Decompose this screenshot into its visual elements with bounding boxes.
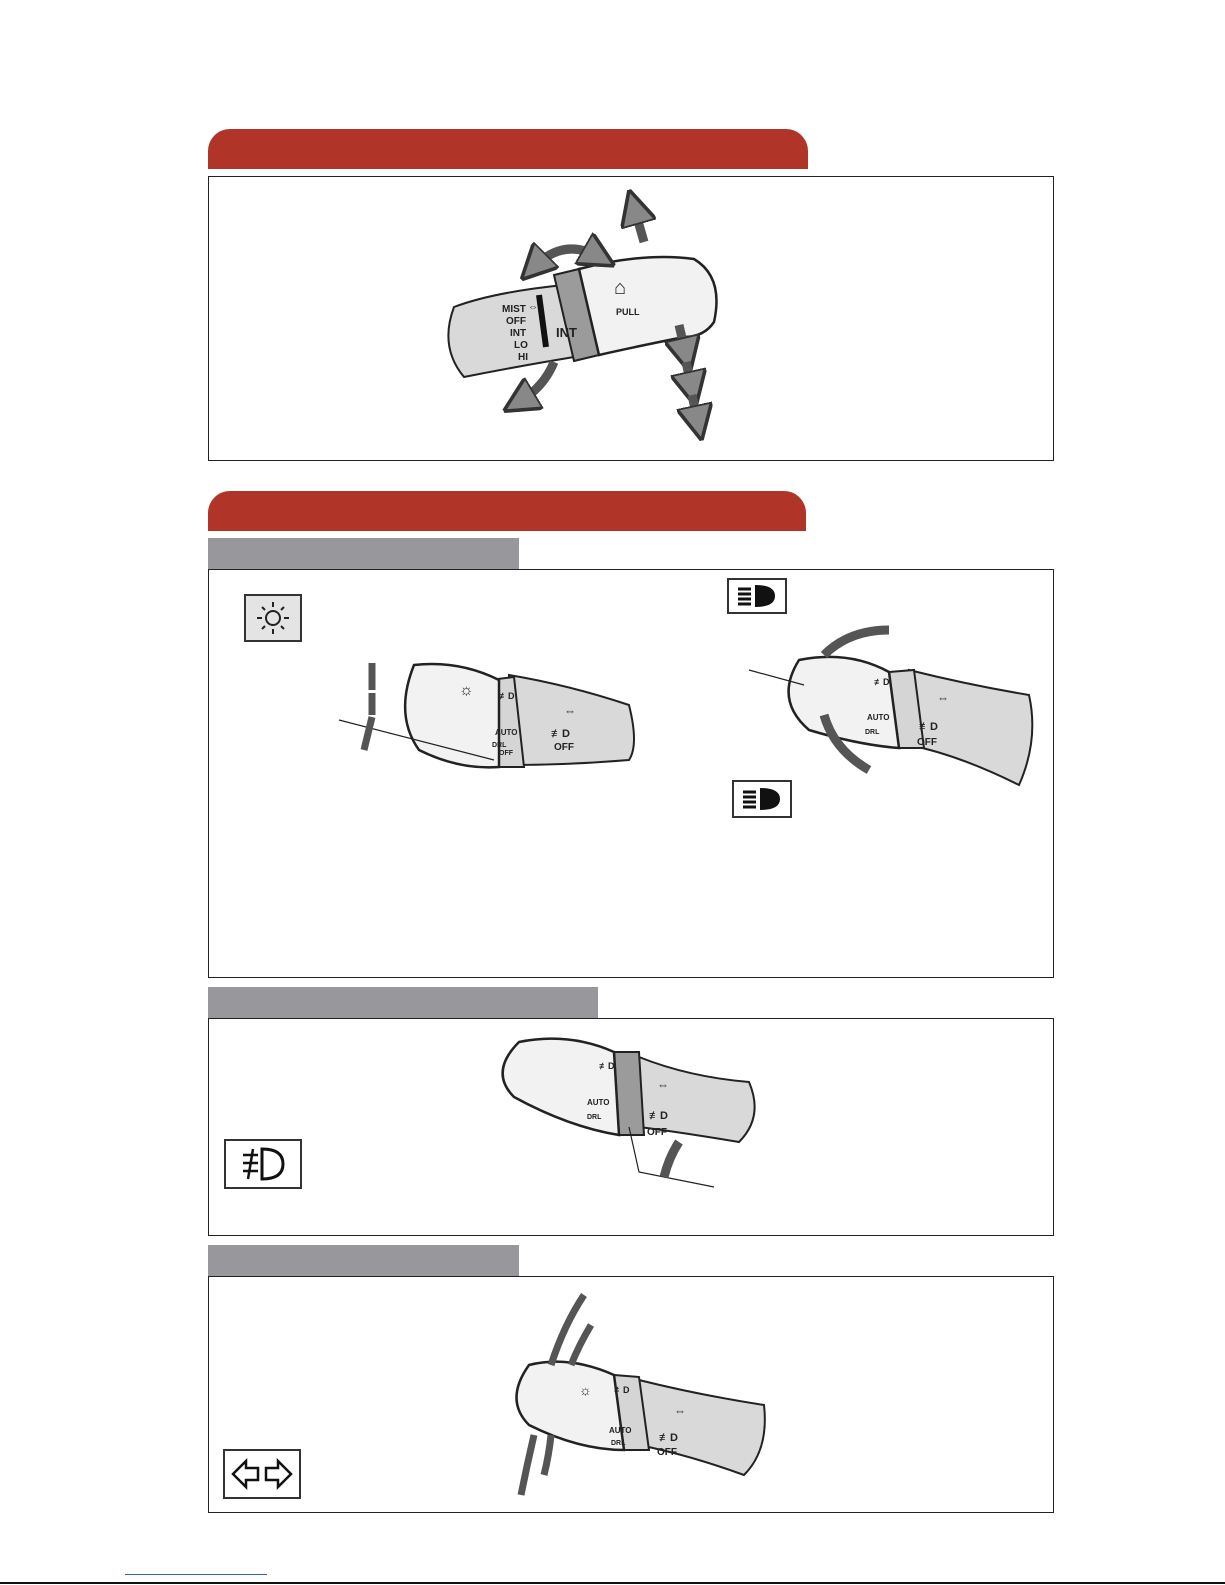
- footer-rule: [0, 1582, 1225, 1584]
- fog-lever-fog-sym-2: ≢D: [649, 1110, 668, 1122]
- fog-lights-sub-header-bar: [208, 987, 598, 1018]
- hb-fog-sym-2: ≢D: [919, 721, 938, 733]
- turn-signals-sub-header-bar: [208, 1245, 519, 1276]
- headlight-lever-illustration: [339, 655, 639, 795]
- turn-off-label: OFF: [657, 1447, 677, 1458]
- down-arrow-2-icon: [686, 362, 692, 389]
- high-beam-icon: [729, 580, 785, 612]
- headlight-fog-sym-2: ≢D: [551, 728, 570, 740]
- headlights-panel: [208, 569, 1054, 978]
- wiper-pos-off: OFF: [506, 316, 526, 327]
- wiper-pos-lo: LO: [514, 340, 528, 351]
- turn-lever-turn-sym: ⇔: [674, 1404, 686, 1418]
- lights-section-header-bar: [208, 491, 806, 531]
- hb-auto-label: AUTO: [867, 713, 890, 722]
- fog-lever-fog-symbol: ≢D: [599, 1061, 615, 1071]
- headlight-drl-label: DRL: [492, 742, 507, 749]
- turn-lever-sun-symbol: ☼: [579, 1382, 592, 1398]
- headlight-rotate-arrows-icon: [364, 663, 372, 750]
- wiper-pos-mist: MIST: [502, 304, 526, 315]
- turn-signal-icon: [225, 1451, 299, 1497]
- hb-off-label: OFF: [917, 737, 937, 748]
- wiper-pull-label: PULL: [616, 307, 640, 317]
- hb-drl-label: DRL: [865, 729, 880, 736]
- lever-fog-symbol: ≢D: [499, 691, 515, 701]
- wiper-int-ring-label: INT: [556, 325, 577, 340]
- lever-sun-symbol: ☼: [459, 682, 474, 699]
- fog-light-icon: [226, 1141, 300, 1187]
- wiper-panel: [208, 176, 1054, 461]
- hb-fog-symbol: ≢D: [874, 677, 890, 687]
- up-arrow-icon: [634, 207, 644, 242]
- fog-lights-panel: [208, 1018, 1054, 1236]
- wiper-section-header-bar: [208, 129, 808, 169]
- wiper-cap-washer-icon: ⌂: [614, 277, 627, 299]
- hb-turn-sym: ⇔: [937, 691, 949, 705]
- rotate-arrow-icon: [534, 249, 599, 267]
- fog-lever-illustration: [489, 1027, 769, 1197]
- wiper-pos-hi: HI: [518, 352, 528, 363]
- fog-rotate-arrow-icon: [664, 1142, 679, 1177]
- fog-drl-label: DRL: [587, 1114, 602, 1121]
- sun-light-icon: [246, 596, 300, 640]
- high-beam-icon-box-top: [727, 578, 787, 614]
- headlight-icon-box: [244, 594, 302, 642]
- fog-light-icon-box: [224, 1139, 302, 1189]
- fog-off-label: OFF: [647, 1127, 667, 1138]
- headlight-turn-sym: ⇔: [564, 704, 576, 718]
- turn-lever-fog-sym-2: ≢D: [659, 1432, 678, 1444]
- turn-signals-panel: [208, 1276, 1054, 1513]
- headlights-sub-header-bar: [208, 538, 519, 569]
- fog-auto-label: AUTO: [587, 1098, 610, 1107]
- footer-link-underline: [125, 1574, 267, 1575]
- turn-auto-label: AUTO: [609, 1426, 632, 1435]
- wiper-lever-illustration: [434, 197, 754, 437]
- down-curve-arrow-icon: [519, 362, 554, 402]
- down-arrow-3-icon: [692, 395, 698, 423]
- turn-lever-illustration: [499, 1285, 779, 1505]
- headlight-off-small-label: OFF: [499, 750, 513, 757]
- fog-lever-turn-sym: ⇔: [657, 1078, 669, 1092]
- high-beam-lever-illustration: [749, 620, 1049, 790]
- turn-lever-fog-symbol: ≢D: [614, 1385, 630, 1395]
- wiper-pos-int: INT: [510, 328, 527, 339]
- headlight-auto-label: AUTO: [495, 728, 518, 737]
- headlight-off-label: OFF: [554, 742, 574, 753]
- turn-signal-icon-box: [223, 1449, 301, 1499]
- wiper-washer-symbol: ⇔: [528, 302, 538, 313]
- turn-drl-label: DRL: [611, 1440, 626, 1447]
